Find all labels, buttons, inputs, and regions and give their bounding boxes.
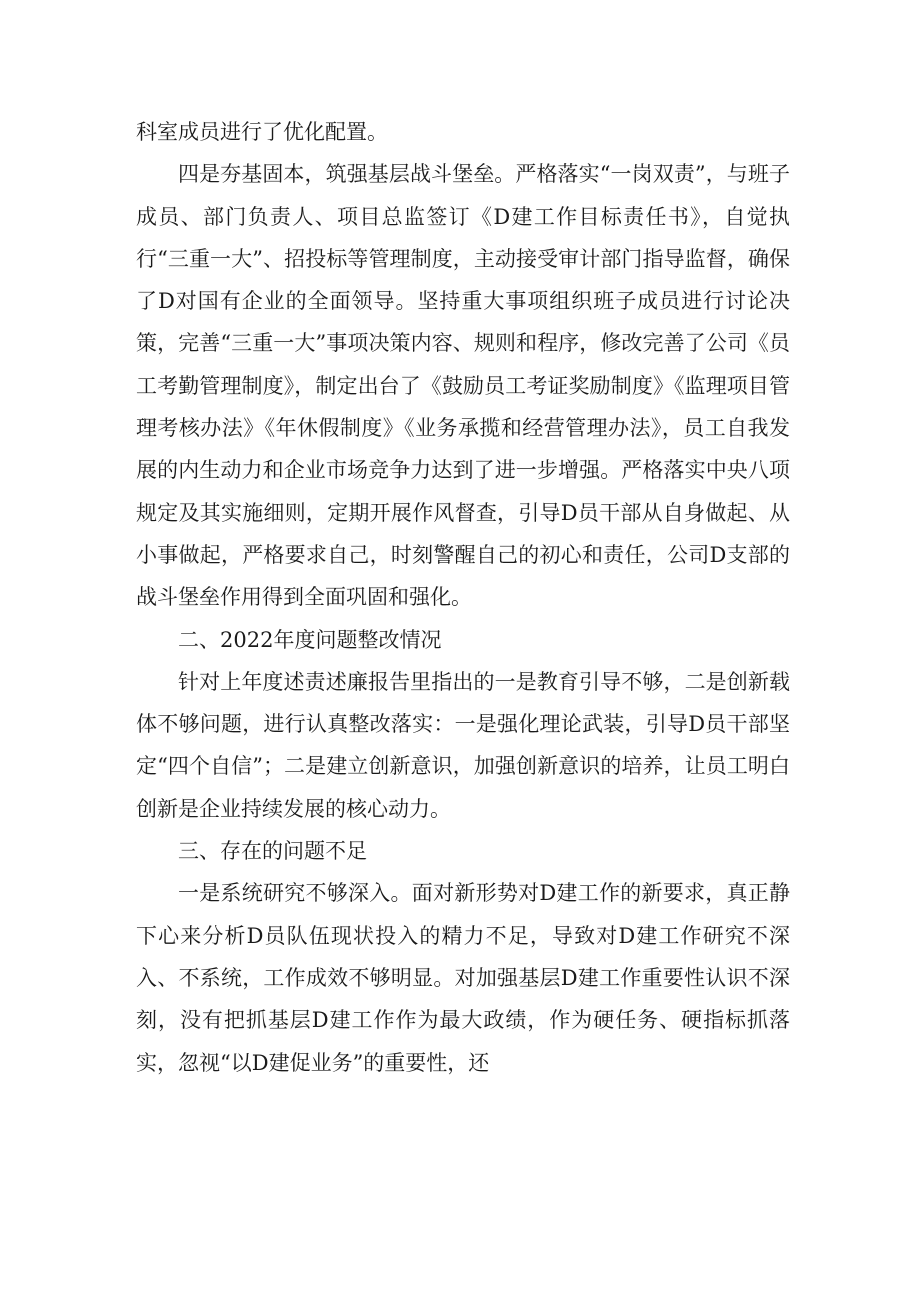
paragraph-section-four: 四是夯基固本，筑强基层战斗堡垒。严格落实“一岗双责”，与班子成员、部门负责人、项目总监签订《D建工作目标责任书》，自觉执行“三重一大”、招投标等管理制度，主动接受审计部门指导监督，确保了D对国有企业的全面领导。坚持重大事项组织班子成员进行讨论决策，完善“三重一大”事项决策内容、规则和程序，修改完善了公司《员工考勤管理制度》，制定出台了《鼓励员工考证奖励制度》《监理项目管理考核办法》《年休假制度》《业务承揽和经营管理办法》，员工自我发展的内生动力和企业市场竞争力达到了进一步增强。严格落实中央八项规定及其实施细则，定期开展作风督查，引导D员干部从自身做起、从小事做起，严格要求自己，时刻警醒自己的初心和责任，公司D支部的战斗堡垒作用得到全面巩固和强化。 <box>136 162 790 610</box>
heading-rectification: 二、2022年度问题整改情况 <box>178 627 442 652</box>
heading-problems: 三、存在的问题不足 <box>178 839 367 864</box>
document-page <box>136 111 790 1084</box>
paragraph-continuation: 科室成员进行了优化配置。 <box>136 120 388 144</box>
paragraph-rectification: 针对上年度述责述廉报告里指出的一是教育引导不够，二是创新载体不够问题，进行认真整改落实：一是强化理论武装，引导D员干部坚定“四个自信”；二是建立创新意识，加强创新意识的培养，让员工明白创新是企业持续发展的核心动力。 <box>136 669 790 821</box>
paragraph-problems: 一是系统研究不够深入。面对新形势对D建工作的新要求，真正静下心来分析D员队伍现状投入的精力不足，导致对D建工作研究不深入、不系统，工作成效不够明显。对加强基层D建工作重要性认识不深刻，没有把抓基层D建工作作为最大政绩，作为硬任务、硬指标抓落实，忽视“以D建促业务”的重要性，还 <box>136 881 790 1075</box>
